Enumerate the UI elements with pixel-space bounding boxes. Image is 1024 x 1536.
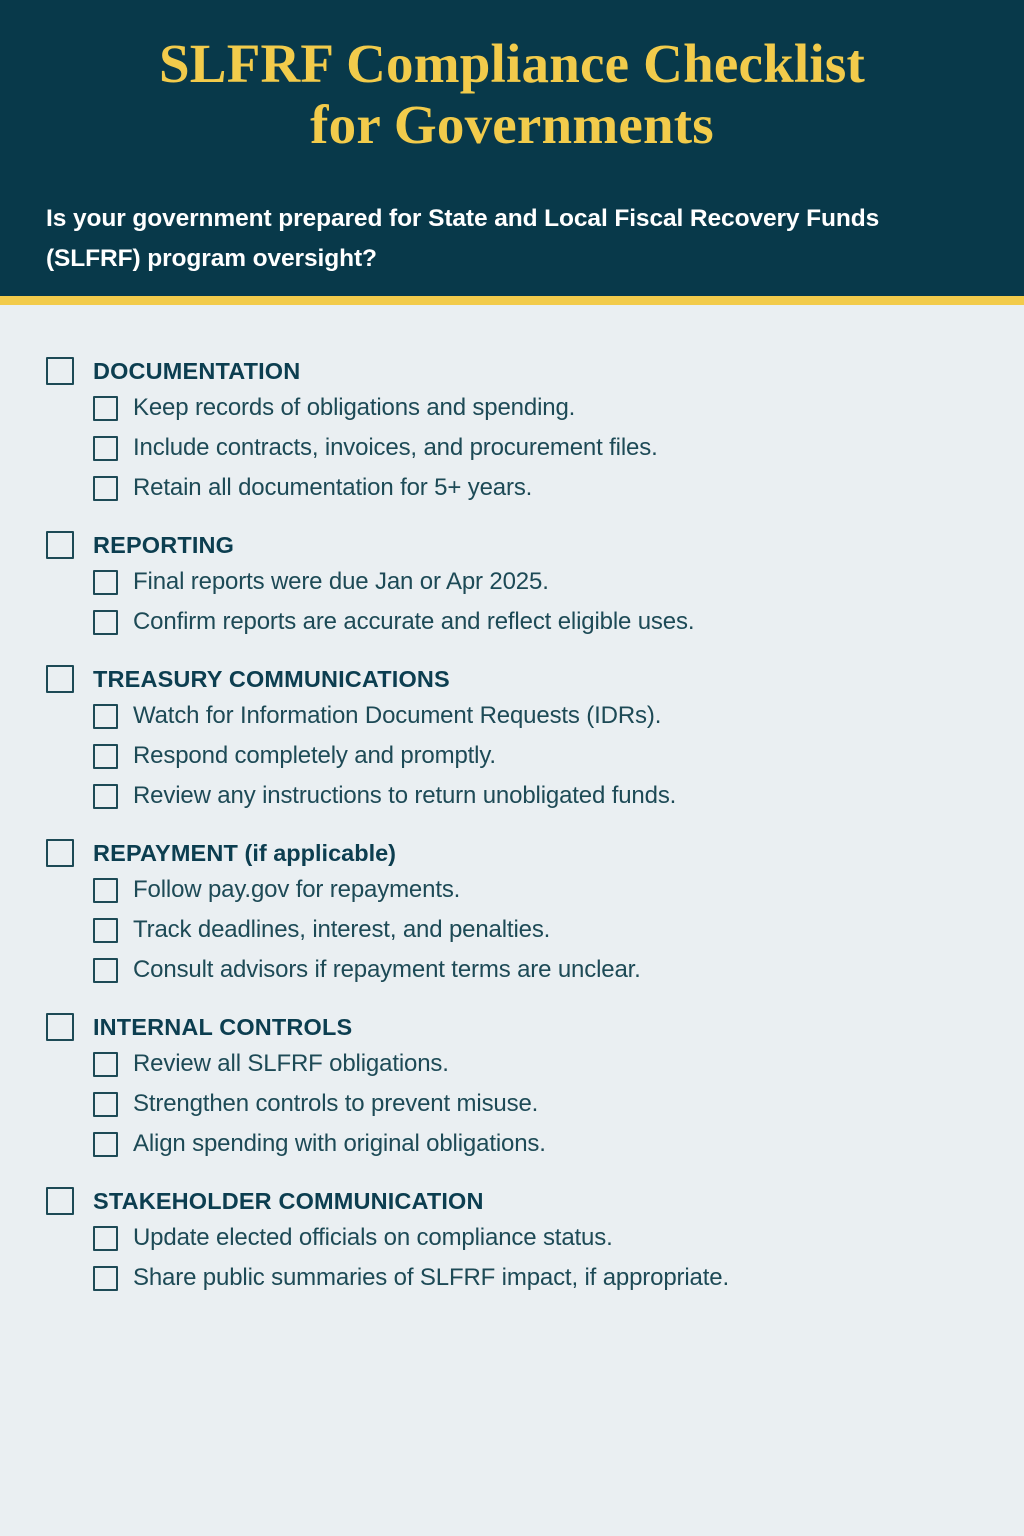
section-checkbox[interactable] — [46, 839, 74, 867]
section-title-text: REPAYMENT — [93, 839, 238, 866]
item-label: Align spending with original obligations. — [133, 1130, 546, 1157]
item-checkbox[interactable] — [93, 1266, 118, 1291]
page-subtitle: Is your government prepared for State and Local Fiscal Recovery Funds (SLFRF) program oversight? — [46, 205, 880, 272]
checklist-item[interactable] — [93, 435, 978, 461]
checklist-item[interactable] — [93, 609, 978, 635]
item-checkbox[interactable] — [93, 958, 118, 983]
checklist-item[interactable] — [93, 1225, 978, 1251]
section-item-list — [46, 569, 978, 635]
section-header[interactable] — [46, 665, 978, 693]
item-label: Update elected officials on compliance status. — [133, 1224, 613, 1251]
section-item-list — [46, 703, 978, 809]
item-label: Follow pay.gov for repayments. — [133, 876, 461, 903]
section-title — [93, 532, 234, 559]
section-title — [93, 1188, 484, 1215]
checklist-item[interactable] — [93, 957, 978, 983]
section-item-list — [46, 395, 978, 501]
item-checkbox[interactable] — [93, 476, 118, 501]
checklist-item[interactable] — [93, 877, 978, 903]
item-label: Final reports were due Jan or Apr 2025. — [133, 568, 549, 595]
checklist-section — [46, 665, 978, 809]
item-checkbox[interactable] — [93, 704, 118, 729]
item-checkbox[interactable] — [93, 918, 118, 943]
section-title-qualifier: (if applicable) — [238, 839, 396, 866]
item-checkbox[interactable] — [93, 396, 118, 421]
item-checkbox[interactable] — [93, 570, 118, 595]
item-checkbox[interactable] — [93, 1092, 118, 1117]
section-checkbox[interactable] — [46, 531, 74, 559]
page-title-line-2: for Governments — [310, 93, 714, 155]
section-title — [93, 666, 450, 693]
checklist-section — [46, 531, 978, 635]
checklist-section — [46, 1013, 978, 1157]
item-label: Review all SLFRF obligations. — [133, 1050, 449, 1077]
checklist-item[interactable] — [93, 475, 978, 501]
checklist-item[interactable] — [93, 783, 978, 809]
section-title-text: DOCUMENTATION — [93, 357, 301, 384]
item-checkbox[interactable] — [93, 878, 118, 903]
section-header[interactable] — [46, 357, 978, 385]
section-header[interactable] — [46, 1187, 978, 1215]
item-label: Review any instructions to return unobligated funds. — [133, 782, 677, 809]
header-accent-rule — [0, 296, 1024, 305]
section-title — [93, 1014, 352, 1041]
checklist-section — [46, 839, 978, 983]
checklist-item[interactable] — [93, 569, 978, 595]
section-header[interactable] — [46, 1013, 978, 1041]
item-label: Watch for Information Document Requests (IDRs). — [133, 702, 662, 729]
item-checkbox[interactable] — [93, 784, 118, 809]
checklist-item[interactable] — [93, 1131, 978, 1157]
item-label: Respond completely and promptly. — [133, 742, 496, 769]
section-item-list — [46, 1225, 978, 1291]
item-checkbox[interactable] — [93, 610, 118, 635]
section-item-list — [46, 877, 978, 983]
section-item-list — [46, 1051, 978, 1157]
checklist-item[interactable] — [93, 395, 978, 421]
item-checkbox[interactable] — [93, 1052, 118, 1077]
checklist-item[interactable] — [93, 1091, 978, 1117]
section-checkbox[interactable] — [46, 665, 74, 693]
checklist-item[interactable] — [93, 743, 978, 769]
section-header[interactable] — [46, 839, 978, 867]
checklist-body — [0, 305, 1024, 1536]
section-header[interactable] — [46, 531, 978, 559]
section-title — [93, 358, 300, 385]
checklist-section — [46, 1187, 978, 1291]
section-title — [93, 840, 396, 867]
section-title-text: INTERNAL CONTROLS — [93, 1013, 353, 1040]
item-label: Confirm reports are accurate and reflect eligible uses. — [133, 608, 695, 635]
item-label: Track deadlines, interest, and penalties. — [133, 916, 551, 943]
checklist-item[interactable] — [93, 917, 978, 943]
section-checkbox[interactable] — [46, 357, 74, 385]
section-title-text: REPORTING — [93, 531, 235, 558]
checklist-item[interactable] — [93, 1265, 978, 1291]
page-title — [46, 34, 978, 155]
item-label: Retain all documentation for 5+ years. — [133, 474, 533, 501]
item-label: Keep records of obligations and spending. — [133, 394, 576, 421]
item-label: Share public summaries of SLFRF impact, if appropriate. — [133, 1264, 729, 1291]
section-checkbox[interactable] — [46, 1013, 74, 1041]
page-title-line-1: SLFRF Compliance Checklist — [159, 33, 865, 94]
item-label: Include contracts, invoices, and procurement files. — [133, 434, 658, 461]
item-checkbox[interactable] — [93, 436, 118, 461]
item-checkbox[interactable] — [93, 1132, 118, 1157]
item-label: Strengthen controls to prevent misuse. — [133, 1090, 539, 1117]
item-label: Consult advisors if repayment terms are unclear. — [133, 956, 641, 983]
page-header — [0, 0, 1024, 296]
section-title-text: TREASURY COMMUNICATIONS — [93, 665, 450, 692]
item-checkbox[interactable] — [93, 1226, 118, 1251]
checklist-section — [46, 357, 978, 501]
section-checkbox[interactable] — [46, 1187, 74, 1215]
checklist-item[interactable] — [93, 1051, 978, 1077]
section-title-text: STAKEHOLDER COMMUNICATION — [93, 1187, 484, 1214]
checklist-item[interactable] — [93, 703, 978, 729]
item-checkbox[interactable] — [93, 744, 118, 769]
